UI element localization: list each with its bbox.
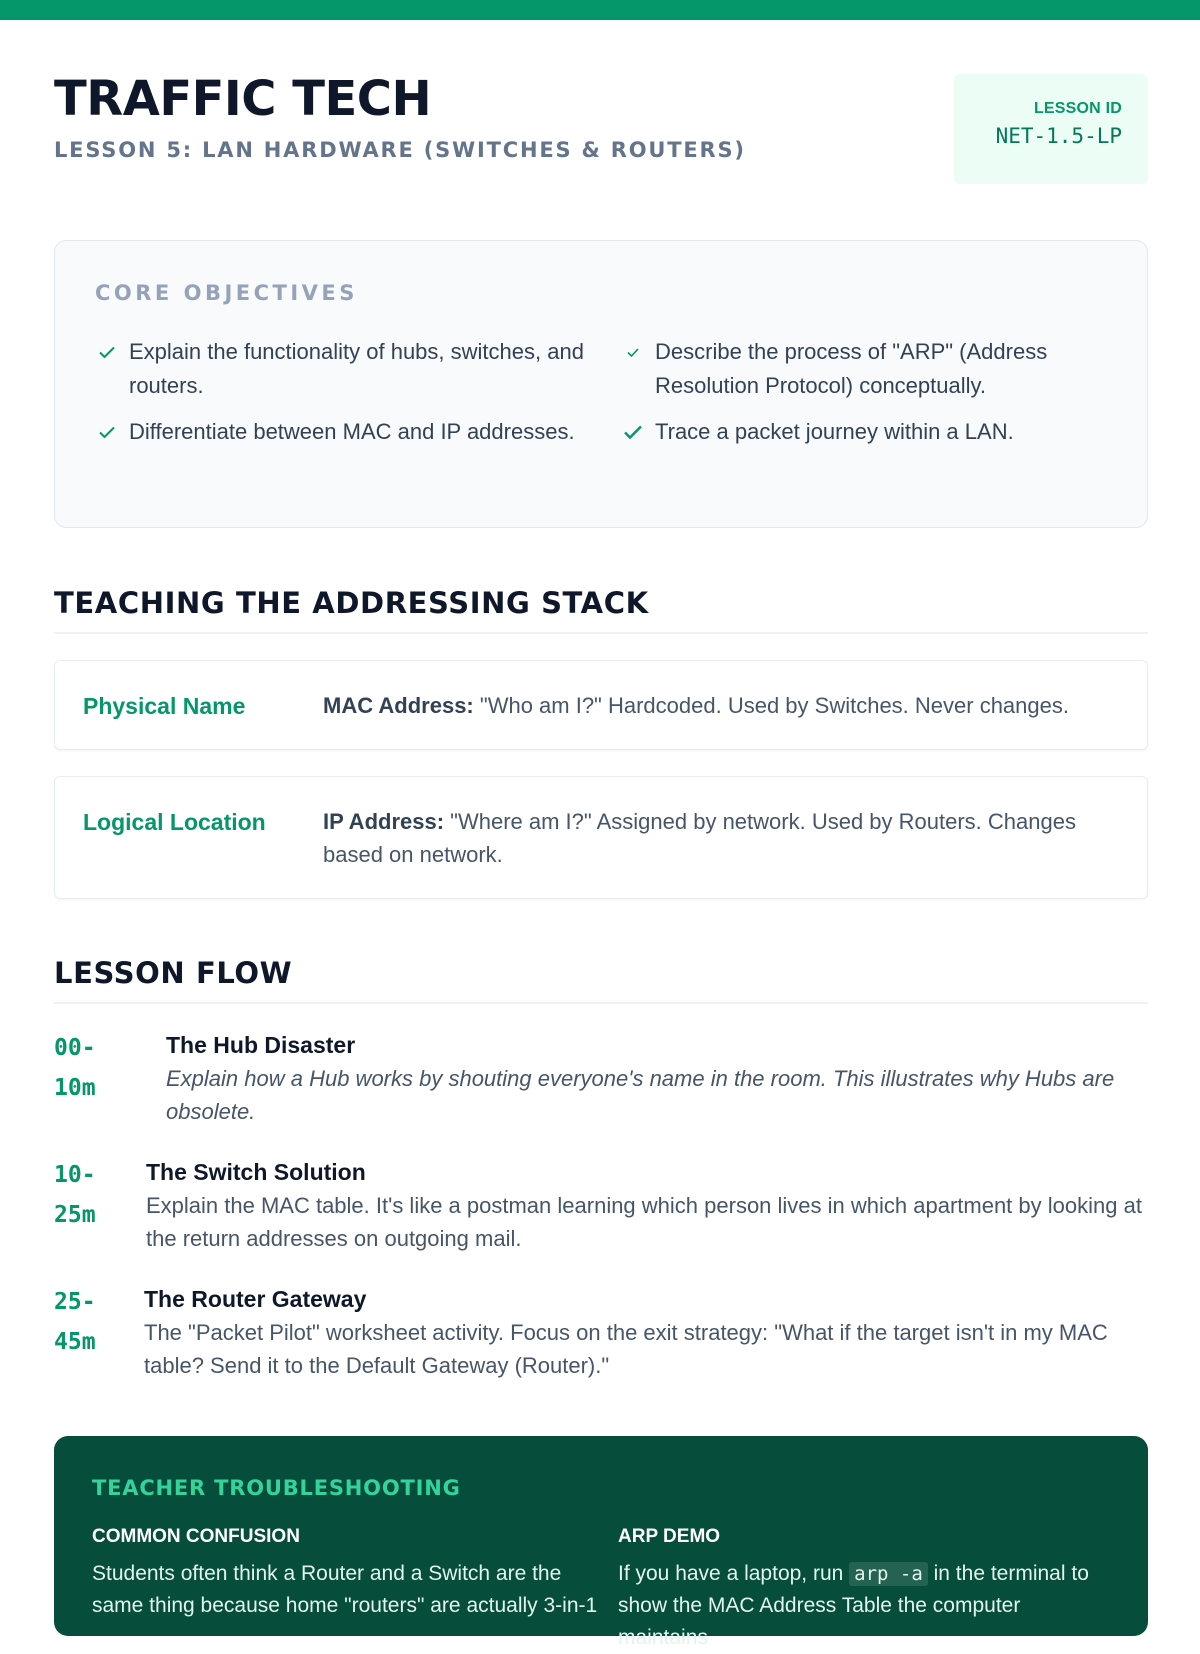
lesson-id-badge xyxy=(954,74,1148,184)
address-type-name: Physical Name xyxy=(83,693,246,719)
lesson-subtitle: LESSON 5: LAN HARDWARE (SWITCHES & ROUTERS) xyxy=(54,138,746,162)
objective-text: Trace a packet journey within a LAN. xyxy=(655,419,1014,444)
flow-step-title: The Hub Disaster xyxy=(166,1032,356,1058)
flow-step-description: Explain the MAC table. It's like a postman learning which person lives in which apartment by looking at the return addresses on outgoing mail. xyxy=(146,1193,1142,1251)
objective-item xyxy=(621,335,1107,403)
page-title: TRAFFIC TECH xyxy=(54,71,432,127)
common-confusion-text: Students often think a Router and a Switch are the same thing because home "routers" are actually 3-in-1 xyxy=(92,1562,598,1617)
objective-item xyxy=(621,415,1107,449)
objective-item xyxy=(95,415,621,449)
lesson-id-label: LESSON ID xyxy=(1033,100,1122,117)
flow-step-description: Explain how a Hub works by shouting everyone's name in the room. This illustrates why Hubs are obsolete. xyxy=(166,1066,1115,1124)
arp-text-tail: in the terminal to show the MAC Address Table the computer maintains xyxy=(618,1562,1089,1649)
checkmark-icon xyxy=(621,335,645,369)
arp-demo-heading: ARP DEMO xyxy=(618,1526,721,1547)
flow-step-time: 10-25m xyxy=(54,1162,96,1228)
flow-step-title: The Router Gateway xyxy=(144,1286,367,1312)
objective-text: Explain the functionality of hubs, switches, and routers. xyxy=(129,339,584,398)
addressing-heading: TEACHING THE ADDRESSING STACK xyxy=(54,586,1148,634)
address-card-ip xyxy=(54,776,1148,899)
flow-step-time: 25-45m xyxy=(54,1289,96,1355)
teacher-troubleshooting-panel xyxy=(54,1436,1148,1649)
address-type-name: Logical Location xyxy=(83,809,266,835)
flow-step xyxy=(54,1028,1148,1128)
address-detail: "Who am I?" Hardcoded. Used by Switches. Never changes. xyxy=(473,693,1069,718)
checkmark-icon xyxy=(621,415,645,449)
checkmark-icon xyxy=(95,415,119,449)
arp-text-lead: If you have a laptop, run xyxy=(618,1562,850,1585)
flow-step-description: The "Packet Pilot" worksheet activity. Focus on the exit strategy: "What if the target isn't in my MAC table? Send it to the Default Gateway (Router)." xyxy=(144,1320,1108,1378)
address-detail: "Where am I?" Assigned by network. Used by Routers. Changes based on network. xyxy=(323,809,1076,867)
address-description xyxy=(323,689,1069,721)
address-card-mac xyxy=(54,660,1148,750)
arp-command-code: arp -a xyxy=(849,1562,928,1586)
checkmark-icon xyxy=(95,335,119,369)
top-accent-bar xyxy=(0,0,1200,20)
objective-text: Describe the process of "ARP" (Address Resolution Protocol) conceptually. xyxy=(655,339,1048,398)
page-header xyxy=(54,72,1148,186)
arp-demo-text xyxy=(618,1558,1098,1654)
common-confusion-heading: COMMON CONFUSION xyxy=(92,1526,300,1547)
lesson-flow-heading: LESSON FLOW xyxy=(54,956,1148,1004)
flow-step xyxy=(54,1282,1148,1382)
core-objectives-panel xyxy=(54,240,1148,528)
flow-step xyxy=(54,1155,1148,1255)
troubleshooting-title: TEACHER TROUBLESHOOTING xyxy=(92,1476,461,1500)
objective-item xyxy=(95,335,621,403)
lesson-id-value: NET-1.5-LP xyxy=(995,124,1122,148)
common-confusion-block xyxy=(92,1526,618,1654)
address-term: IP Address: xyxy=(323,809,445,834)
address-term: MAC Address: xyxy=(323,693,474,718)
objectives-title: CORE OBJECTIVES xyxy=(95,281,358,305)
objective-text: Differentiate between MAC and IP addresses. xyxy=(129,419,575,444)
flow-step-title: The Switch Solution xyxy=(146,1159,366,1185)
address-description xyxy=(323,805,1119,870)
flow-step-time: 00-10m xyxy=(54,1035,96,1101)
arp-demo-block xyxy=(618,1526,1098,1654)
